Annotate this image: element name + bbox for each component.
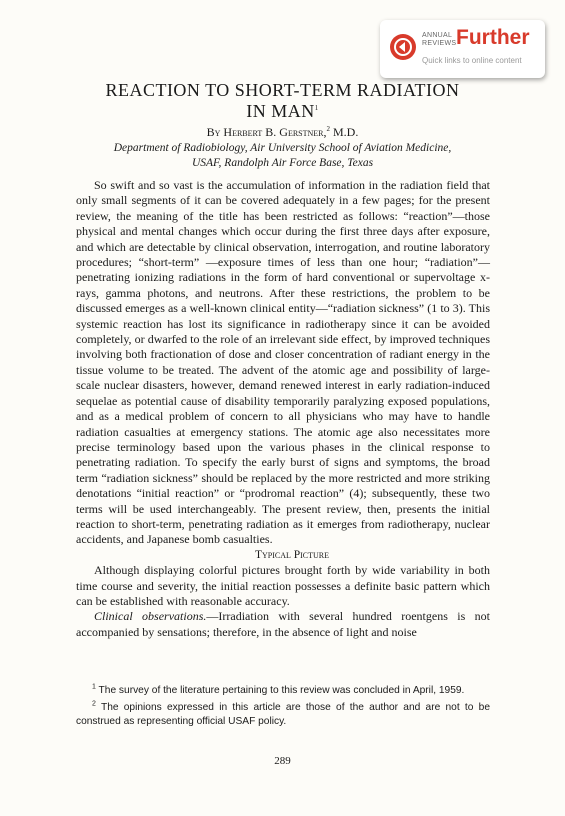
affiliation <box>0 141 565 171</box>
paragraph-clinical-observations <box>76 609 490 640</box>
author-degree: M.D. <box>330 125 359 139</box>
affiliation-line-2: USAF, Randolph Air Force Base, Texas <box>191 157 374 169</box>
clinical-observations-subheading: Clinical observations. <box>94 609 207 624</box>
page-number: 289 <box>274 755 291 767</box>
paragraph-intro: So swift and so vast is the accumulation of information in the radiation field that only small segments of it can be covered adequately in a few pages; for the present review, the meaning of the title has been restricted as follows: “reaction”—those physical and mental changes which occur during the first three days after exposure, and which are detectable by clinical observation, interrogation, and routine laboratory procedures; “short-term” —exposure times of less than one hour; “radiation”—penetrating ionizing radiations in the form of hard conventional or supervoltage x-rays, gamma photons, and neutrons. After these restrictions, the problem to be discussed emerges as a well-known clinical entity—“radiation sickness” (1 to 3). This systemic reaction has lost its significance in radiotherapy since it can be avoided completely, or dwarfed to the role of an irrelevant side effect, by improved techniques involving both fractionation of dose and closer concentration of radiant energy in the tissue volume to be treated. The advent of the atomic age and possibility of large-scale nuclear disasters, however, demand renewed interest in early radiation-induced sequelae as potential cause of disability temporarily paralyzing exposed populations, and as a medical problem of concern to all physicians who may have to handle radiation casualties at emergency stations. The atomic age also necessitates more precise terminology based upon the various phases in the clinical response to penetrating radiation. To specify the early burst of signs and symptoms, the broad term “radiation sickness” should be replaced by the more restricted and more striking denotations “initial reaction” or “prodromal reaction” (4); subsequently, these two terms will be used interchangeably. The present review, then, presents the initial reaction to short-term, penetrating radiation as it emerges from radiotherapy, nuclear accidents, and Japanese bomb casualties. <box>76 178 490 547</box>
further-badge[interactable] <box>380 20 545 78</box>
further-label: Further <box>456 26 530 49</box>
article-title <box>0 80 565 122</box>
title-line-2: IN MAN <box>246 101 315 121</box>
footnote-1: $^1$ The survey of the literature pertaining to this review was concluded in April, 1959. <box>92 683 465 696</box>
back-arrow-icon <box>390 34 416 60</box>
footnotes <box>76 684 490 732</box>
article-body <box>76 178 490 640</box>
annual-reviews-logo: ANNUAL REVIEWS <box>422 32 457 47</box>
paragraph-typical-picture: Although displaying colorful pictures brought forth by wide variability in both time course and severity, the initial reaction possesses a definite basic pattern which can be established with reasonable accuracy. <box>76 563 490 608</box>
title-footnote-mark: 1 <box>314 104 319 112</box>
quick-links-label: Quick links to online content <box>422 56 522 65</box>
title-line-1: REACTION TO SHORT-TERM RADIATION <box>105 80 460 100</box>
clinical-observations-text: —Irradiation with several hundred roentgens is not accompanied by sensations; therefore, in the absence of light and noise <box>76 609 490 639</box>
author-by: By <box>206 125 224 139</box>
section-heading: Typical Picture <box>254 548 330 561</box>
author-name: Herbert B. Gerstner, <box>223 125 327 139</box>
author-footnote-mark: 2 <box>326 125 331 133</box>
footnote-2: $^2$ The opinions expressed in this article are those of the author and are not to be construed as representing official USAF policy. <box>76 700 490 727</box>
affiliation-line-1: Department of Radiobiology, Air University School of Aviation Medicine, <box>113 142 452 154</box>
author-line <box>0 125 565 140</box>
